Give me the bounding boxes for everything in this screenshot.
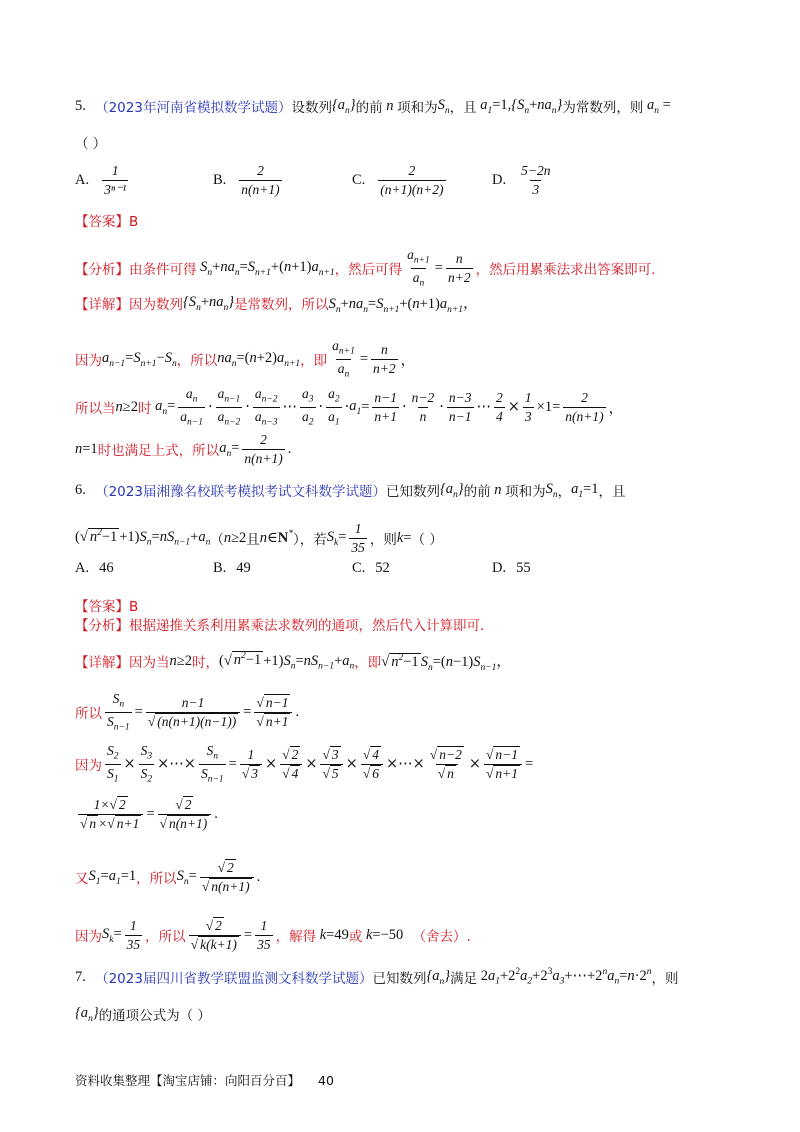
q6-stem-text: 的前: [463, 484, 491, 500]
q7-stem-text: ，则: [651, 971, 679, 987]
q5-stem-text: 设数列: [291, 100, 332, 116]
q6-detail-line-3: 因为 $\frac{S_2}{S_1}$ × $\frac{S_3}{S_2}$ ×⋯× $\frac{S_n}{S_{n-1}}$ = $\frac{1}{√ 3}$ × $\frac{√ 2}{√ 4}$ × $\frac{√ 3}{√ 5}$ × $\frac{√ 4}{√ 6}$ ×⋯× $\frac{√ n-2}{√ n}$ × $\frac{√ n-1}{√ n+1}$ =: [75, 743, 534, 785]
q5-detail-text: 时也满足上式，所以: [97, 443, 220, 460]
q6-detail-text: 因为: [75, 758, 102, 775]
q6-stem-line-2: (√ $n^2-1 +1)S_n=nS_{n-1}+a_n$ （ n≥2 且 n∈N* ），若 $S_k=$ $\frac{1}{35}$ ，则 k= （ ）: [75, 521, 443, 555]
page-number: 40: [318, 1073, 334, 1088]
q5-detail-line-4: n=1 时也满足上式，所以 $a_n=$ $\frac{2}{n(n+1)}$ .: [75, 432, 292, 466]
q7-stem-line-2: $\{a_n\}$ 的通项公式为（ ）: [75, 1004, 211, 1024]
q6-analysis-tag: 【分析】: [75, 618, 129, 634]
q5-detail-text: 所以当: [75, 401, 116, 418]
q6-paren: （ ）: [411, 532, 443, 549]
q5-source: （2023年河南省模拟数学试题）: [95, 100, 292, 116]
q6-detail-text: 或: [348, 929, 363, 946]
page-footer: [75, 1071, 334, 1089]
q5-stem-text: ，且: [449, 100, 477, 116]
q5-detail-text: 因为: [75, 353, 102, 370]
q6-detail-text: 因为当: [129, 655, 170, 672]
q5-analysis-text: ，然后用累乘法求出答案即可.: [475, 262, 656, 279]
q6-detail-line-4: $\frac{1\times√ 2}{√ n \times√ n+1}$ = $\frac{√ 2}{√ n(n+1)}$ .: [80, 797, 218, 831]
q5-stem-text: 的前: [355, 100, 383, 116]
q6-option-a-value: 46: [99, 560, 114, 576]
q6-detail-text: 因为: [75, 929, 102, 946]
q6-option-c-label: C.: [352, 560, 366, 576]
q5-detail-text: 因为数列: [129, 297, 183, 314]
q7-source: （2023届四川省教学联盟监测文科数学试题）: [95, 971, 373, 987]
q5-stem-text: 项和为: [397, 100, 438, 116]
q6-detail-tag: 【详解】: [75, 655, 129, 672]
q6-option-a-label: A.: [75, 560, 90, 576]
q5-option-a-label: A.: [75, 171, 90, 188]
q6-stem-text: （: [210, 532, 224, 549]
q5-option-a-den: 3ⁿ⁻¹: [104, 181, 127, 197]
q7-stem-line: 7. （2023届四川省教学联盟监测文科数学试题） 已知数列 $\{a_n\}$ 满足 $2a_1+2^2a_2+2^3a_3+\cdots+2^na_n=n\cdot 2^n$ ，则: [75, 967, 679, 987]
q5-detail-text: 时: [137, 401, 152, 418]
q5-detail-text: ，所以: [176, 353, 218, 370]
q6-option-b-label: B.: [213, 560, 227, 576]
q5-number: 5.: [75, 97, 86, 114]
footer-text: 资料收集整理【淘宝店铺：向阳百分百】: [75, 1073, 301, 1088]
q5-detail-line-1: 【详解】 因为数列 $\{S_n+na_n\}$ 是常数列，所以 $S_n+na_n=S_{n+1}+(n+1)a_{n+1}$，: [75, 294, 478, 315]
q5-stem-text: 为常数列，则: [562, 100, 644, 116]
q6-number: 6.: [75, 481, 86, 498]
q6-stem-text: 且: [246, 532, 260, 549]
q5-option-b-label: B.: [213, 171, 227, 188]
q5-detail-text: 是常数列，所以: [234, 297, 329, 314]
q5-option-b[interactable]: [213, 163, 285, 197]
q6-detail-text: 又: [75, 871, 89, 888]
q5-option-b-num: 2: [257, 163, 264, 178]
q7-stem-text: 满足: [450, 971, 478, 987]
q5-option-d-num: 5−2n: [521, 163, 551, 178]
q5-option-b-den: n(n+1): [241, 181, 280, 197]
q6-stem-text: ，则: [369, 532, 397, 549]
q6-stem-text: 项和为: [505, 484, 546, 500]
q6-analysis: [75, 614, 740, 634]
q7-stem-text: 的通项公式为（ ）: [98, 1008, 211, 1024]
q6-option-c[interactable]: [352, 560, 390, 577]
q6-detail-line-5: 又 $S_1=a_1=1$ ，所以 $S_n=$ $\frac{√ 2}{√ n(n+1)}$ .: [75, 860, 261, 894]
q5-option-c-num: 2: [408, 163, 416, 178]
q5-analysis-text: 由条件可得: [129, 262, 197, 279]
q6-detail-text: 所以: [75, 706, 102, 723]
q6-detail-text: ，所以: [136, 871, 177, 888]
q6-source: （2023届湘豫名校联考模拟考试文科数学试题）: [95, 484, 386, 500]
q6-detail-line-2: 所以 $\frac{S_n}{S_{n-1}}$ = $\frac{n-1}{√ (n(n+1)(n-1))}$ = $\frac{√ n-1}{√ n+1}$ .: [75, 691, 300, 733]
q6-detail-line-6: 因为 $S_k=$ $\frac{1}{35}$ ，所以 $\frac{√ 2}{√ k(k+1)}$ = $\frac{1}{35}$ ，解得 k=49 或 k=−50 （舍去）.: [75, 918, 471, 952]
q5-option-d-den: 3: [532, 181, 540, 197]
q6-option-b[interactable]: [213, 560, 251, 577]
q6-option-b-value: 49: [236, 560, 251, 576]
q5-detail-line-3: 所以当 n≥2 时 $a_n=$ $\frac{a_n}{a_{n-1}}$ · $\frac{a_{n-1}}{a_{n-2}}$ · $\frac{a_{n-2}}{a_{n-3}}$ ⋯ $\frac{a_3}{a_2}$ · $\frac{a_2}{a_1}$ · $a_1$ = $\frac{n-1}{n+1}$ · $\frac{n-2}{n}$ · $\frac{n-3}{n-1}$ ⋯ $\frac{2}{4}$ × $\frac{1}{3}$ ×1= $\frac{2}{n(n+1)}$ ，: [75, 386, 624, 428]
q6-answer: 【答案】B: [75, 599, 139, 615]
q5-option-c-label: C.: [352, 171, 366, 188]
q5-option-a-num: 1: [111, 163, 119, 178]
q5-option-c-den: (n+1)(n+2): [380, 181, 444, 197]
q6-option-d-value: 55: [516, 560, 531, 576]
q5-answer: 【答案】B: [75, 214, 139, 230]
q6-analysis-text: 根据递推关系利用累乘法求数列的通项，然后代入计算即可.: [129, 618, 485, 634]
q6-stem-line: 6. （2023届湘豫名校联考模拟考试文科数学试题） 已知数列 $\{a_n\}$ 的前 n 项和为 $S_n$ ， $a_1=1$ ，且: [75, 480, 626, 500]
q5-analysis-text: ，然后可得: [334, 262, 403, 279]
q6-option-d[interactable]: [492, 560, 531, 577]
q5-detail-tag: 【详解】: [75, 297, 129, 314]
q7-number: 7.: [75, 968, 86, 985]
q5-option-d-label: D.: [492, 171, 507, 188]
q6-option-d-label: D.: [492, 560, 507, 576]
q6-detail-line-1: 【详解】 因为当 n≥2 时， (√ $n^2-1 +1)S_n=nS_{n-1}+a_n$ ，即 √ $n^2-1$ $S_n=(n-1)S_{n-1}$，: [75, 651, 511, 673]
q5-analysis: 【分析】 由条件可得 $S_n+na_n=S_{n+1}+(n+1)a_{n+1}$ ，然后可得 $\frac{a_{n+1}}{a_n}$ = $\frac{n}{n+2}$ ，然后用累乘法求出答案即可.: [75, 247, 656, 289]
q5-option-a[interactable]: [75, 163, 131, 197]
q6-detail-text: ，所以: [145, 929, 186, 946]
q5-analysis-tag: 【分析】: [75, 262, 129, 279]
q5-detail-line-2: 因为 $a_{n-1}=S_{n+1}-S_n$ ，所以 $na_n=(n+2)a_{n+1}$ ，即 $\frac{a_{n+1}}{a_n}$ = $\frac{n}{n+2}$ ，: [75, 338, 416, 380]
q5-stem-line: 5. （2023年河南省模拟数学试题） 设数列 $\{a_n\}$ 的前 n 项和为 $S_n$ ，且 $a_1=1,\{S_n+na_n\}$ 为常数列，则 $a_n$ =: [75, 96, 671, 116]
q5-option-c[interactable]: [352, 163, 449, 197]
q5-paren: [75, 132, 740, 152]
q6-detail-text: （舍去）.: [412, 929, 471, 946]
q5-option-d[interactable]: [492, 163, 555, 197]
q6-stem-text: ，且: [598, 484, 626, 500]
q7-stem-text: 已知数列: [372, 971, 427, 987]
q6-detail-text: ，解得: [275, 929, 317, 946]
q6-detail-text: 时，: [191, 655, 219, 672]
q6-option-a[interactable]: [75, 560, 114, 577]
q6-stem-text: 已知数列: [385, 484, 440, 500]
q6-detail-text: ，即: [354, 655, 382, 672]
q6-option-c-value: 52: [375, 560, 390, 576]
q6-stem-text: ），若: [293, 532, 327, 549]
q5-paren-text: （ ）: [75, 136, 107, 152]
q5-detail-text: ，即: [300, 353, 328, 370]
